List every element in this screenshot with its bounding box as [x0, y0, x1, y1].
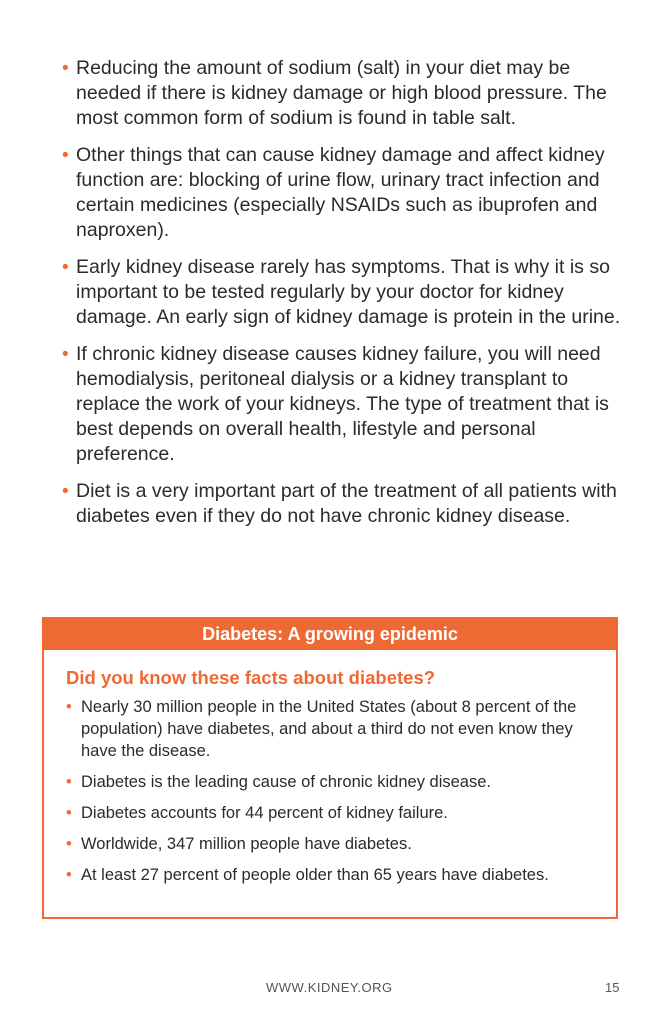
footer-url[interactable]: WWW.KIDNEY.ORG [266, 980, 393, 995]
box-header: Diabetes: A growing epidemic [44, 619, 616, 650]
bullet-text: At least 27 percent of people older than 65 years have diabetes. [81, 866, 549, 884]
list-item [62, 342, 627, 467]
bullet-text: Early kidney disease rarely has symptoms. That is why it is so important to be tested regularly by your doctor for kidney damage. An early sign of kidney damage is protein in the urine. [76, 256, 621, 328]
bullet-text: Other things that can cause kidney damage and affect kidney function are: blocking of urine flow, urinary tract infection and certain medicines (especially NSAIDs such as ibuprofen and naproxen). [76, 144, 605, 241]
bullet-icon: • [62, 58, 69, 79]
bullet-icon: • [62, 257, 69, 278]
list-item [66, 802, 596, 824]
bullet-icon: • [66, 698, 72, 716]
main-bullet-list [62, 56, 627, 541]
list-item [66, 864, 596, 886]
list-item [66, 833, 596, 855]
bullet-text: Nearly 30 million people in the United States (about 8 percent of the population) have diabetes, and about a third do not even know they have the disease. [81, 698, 577, 760]
bullet-text: Diabetes is the leading cause of chronic kidney disease. [81, 773, 491, 791]
list-item [66, 696, 596, 762]
bullet-text: Diet is a very important part of the treatment of all patients with diabetes even if they do not have chronic kidney disease. [76, 480, 617, 527]
list-item [66, 771, 596, 793]
bullet-icon: • [66, 773, 72, 791]
page-number: 15 [605, 980, 620, 995]
bullet-icon: • [62, 344, 69, 365]
diabetes-facts-box [42, 617, 618, 919]
bullet-icon: • [66, 866, 72, 884]
list-item [62, 143, 627, 243]
list-item [62, 255, 627, 330]
list-item [62, 479, 627, 529]
bullet-icon: • [62, 145, 69, 166]
bullet-text: If chronic kidney disease causes kidney failure, you will need hemodialysis, peritoneal dialysis or a kidney transplant to replace the work of your kidneys. The type of treatment that is best depends on overall health, lifestyle and personal preference. [76, 343, 609, 465]
bullet-icon: • [66, 804, 72, 822]
list-item [62, 56, 627, 131]
bullet-text: Worldwide, 347 million people have diabetes. [81, 835, 412, 853]
box-subheading: Did you know these facts about diabetes? [66, 667, 436, 688]
bullet-icon: • [66, 835, 72, 853]
facts-list [44, 696, 596, 886]
bullet-text: Diabetes accounts for 44 percent of kidney failure. [81, 804, 448, 822]
bullet-icon: • [62, 481, 69, 502]
bullet-text: Reducing the amount of sodium (salt) in your diet may be needed if there is kidney damage or high blood pressure. The most common form of sodium is found in table salt. [76, 57, 607, 129]
